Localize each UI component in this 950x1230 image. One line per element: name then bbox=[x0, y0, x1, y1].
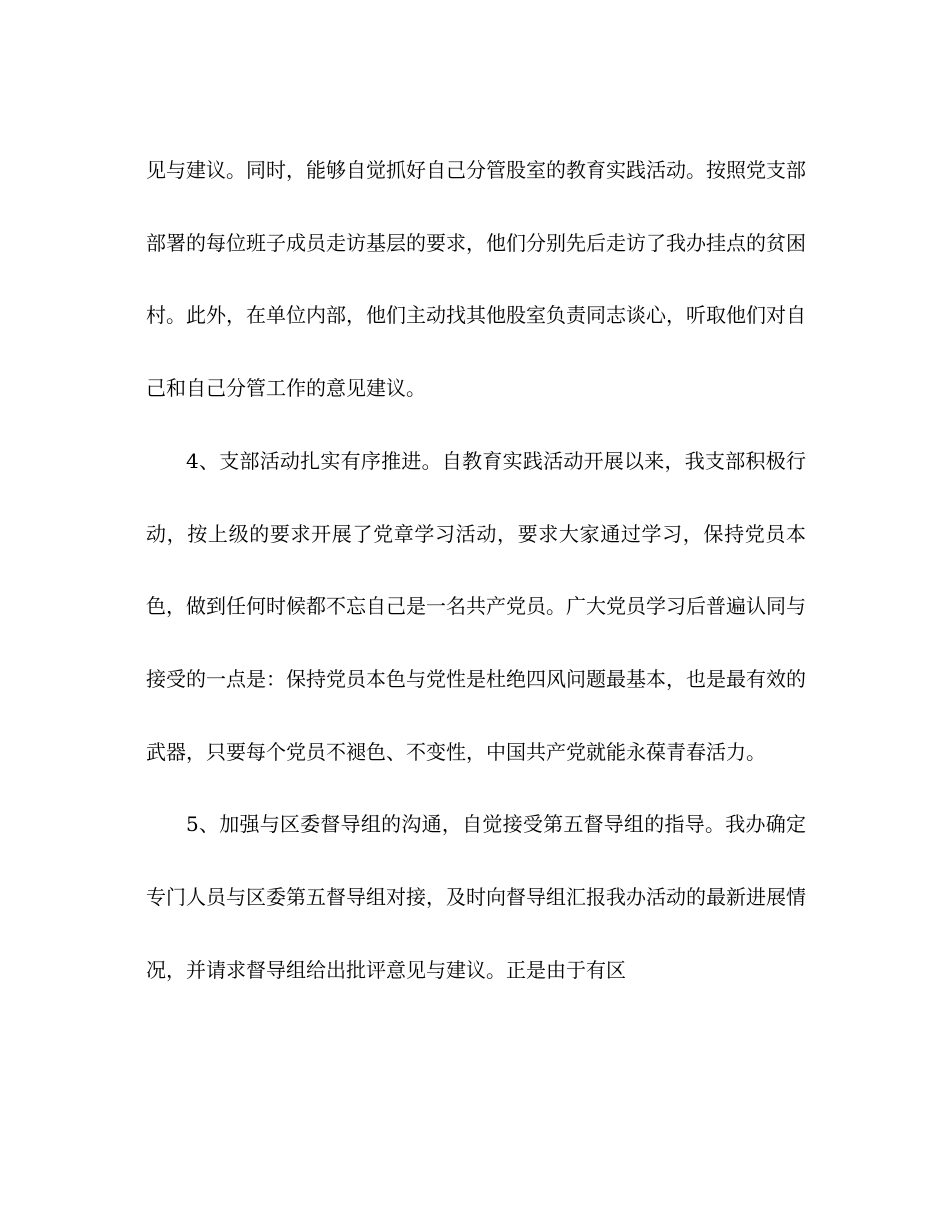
document-body bbox=[146, 134, 806, 1006]
paragraph-continued: 见与建议。同时，能够自觉抓好自己分管股室的教育实践活动。按照党支部部署的每位班子成员走访基层的要求，他们分别先后走访了我办挂点的贫困村。此外，在单位内部，他们主动找其他股室负责同志谈心，听取他们对自己和自己分管工作的意见建议。 bbox=[146, 158, 806, 401]
paragraph-supervision-communication: 5、加强与区委督导组的沟通，自觉接受第五督导组的指导。我办确定专门人员与区委第五督导组对接，及时向督导组汇报我办活动的最新进展情况，并请求督导组给出批评意见与建议。正是由于有区 bbox=[146, 812, 806, 982]
paragraph-branch-activities: 4、支部活动扎实有序推进。自教育实践活动开展以来，我支部积极行动，按上级的要求开展了党章学习活动，要求大家通过学习，保持党员本色，做到任何时候都不忘自己是一名共产党员。广大党员学习后普遍认同与接受的一点是：保持党员本色与党性是杜绝四风问题最基本，也是最有效的武器，只要每个党员不褪色、不变性，中国共产党就能永葆青春活力。 bbox=[146, 448, 806, 764]
